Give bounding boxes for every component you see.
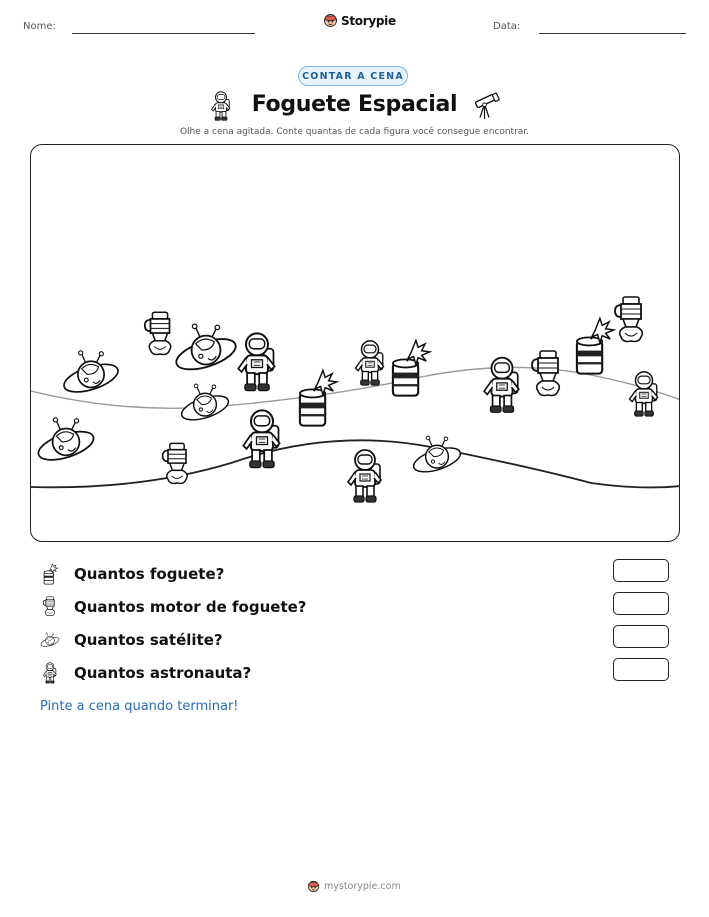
scene-satellite [61,351,121,398]
mascot-icon [307,880,320,893]
date-label: Data: [493,21,521,32]
answer-box-astronauts[interactable] [613,658,669,681]
rocket-engine-icon [40,596,60,618]
coloring-note: Pinte a cena quando terminar! [40,699,239,714]
answer-box-rockets[interactable] [613,559,669,582]
scene-rocket-engine [145,312,171,354]
question-text: Quantos satélite? [74,631,223,649]
scene-rocket-engine [615,297,642,342]
question-satellites [40,628,223,652]
scene-illustration [31,145,680,542]
scene-astronaut [348,450,381,502]
search-scene [30,144,680,542]
scene-rocket [300,370,337,425]
scene-astronaut [630,372,658,416]
scene-satellite [179,384,231,425]
scene-astronaut [356,341,384,385]
brand-logo [323,13,396,28]
scene-astronaut [484,358,519,413]
question-rocket-engines [40,595,307,619]
site-footer [307,880,401,893]
rocket-icon [40,563,60,585]
question-text: Quantos motor de foguete? [74,598,307,616]
satellite-icon [40,629,60,651]
mascot-icon [323,13,338,28]
brand-name: Storypie [341,13,396,28]
scene-astronaut [238,333,274,390]
page-title: Foguete Espacial [251,92,458,117]
scene-astronaut [243,410,279,467]
name-label: Nome: [23,21,56,32]
activity-badge: CONTAR A CENA [298,66,408,86]
astronaut-icon [40,662,60,684]
scene-rocket [393,340,430,395]
scene-rocket-engine [163,443,188,483]
scene-satellite [35,418,97,466]
scene-satellite [411,436,463,477]
name-line[interactable] [72,33,255,34]
date-line[interactable] [539,33,686,34]
question-rockets [40,562,224,586]
telescope-icon [470,92,502,122]
question-astronauts [40,661,251,685]
scene-rocket-engine [532,351,559,396]
instructions: Olhe a cena agitada. Conte quantas de cada figura você consegue encontrar. [179,127,530,137]
question-text: Quantos astronauta? [74,664,252,682]
answer-box-rocket-engines[interactable] [613,592,669,615]
answer-box-satellites[interactable] [613,625,669,648]
scene-rocket [577,318,614,373]
question-text: Quantos foguete? [74,565,225,583]
scene-satellite [173,324,239,375]
site-url: mystorypie.com [324,881,401,892]
